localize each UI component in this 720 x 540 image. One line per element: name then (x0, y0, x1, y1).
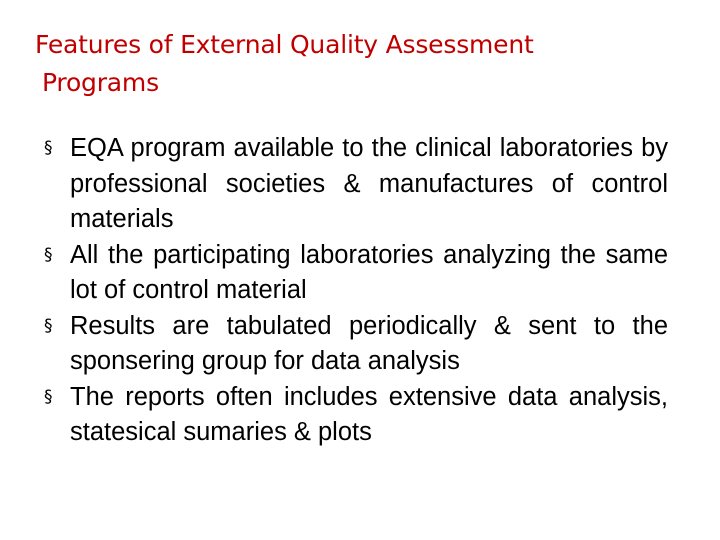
slide-title-line-1: Features of External Quality Assessment (35, 30, 534, 59)
bullet-text: EQA program available to the clinical laboratories by professional societies & manufactures of control materials (70, 134, 668, 233)
square-bullet-icon: § (44, 138, 53, 158)
bullet-text: The reports often includes extensive data analysis, statesical sumaries & plots (70, 382, 668, 446)
bullet-text: Results are tabulated periodically & sent to the sponsering group for data analysis (70, 311, 668, 375)
bullet-item (44, 309, 668, 380)
slide-title (35, 26, 675, 102)
square-bullet-icon: § (44, 386, 53, 407)
slide-title-line-2: Programs (42, 68, 159, 97)
square-bullet-icon: § (44, 315, 53, 336)
bullet-item (44, 380, 668, 451)
square-bullet-icon: § (44, 244, 53, 265)
bullet-list (44, 131, 668, 451)
bullet-text: All the participating laboratories analyzing the same lot of control material (70, 240, 668, 304)
bullet-item (44, 238, 668, 309)
bullet-item (44, 131, 668, 238)
